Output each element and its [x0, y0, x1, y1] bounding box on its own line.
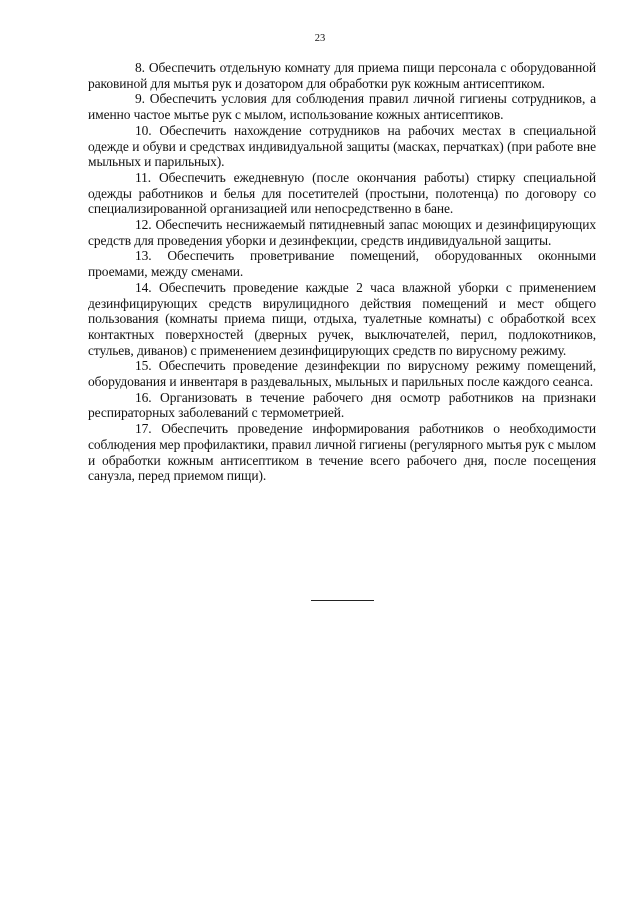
list-item-10: 10. Обеспечить нахождение сотрудников на рабочих местах в специальной одежде и обуви и средствах индивидуальной защиты (масках, перчатках) (при работе вне мыльных и парильных).: [88, 122, 596, 170]
list-item-12: 12. Обеспечить неснижаемый пятидневный запас моющих и дезинфицирующих средств для проведения уборки и дезинфекции, средств индивидуальной защиты.: [88, 217, 596, 248]
list-item-11: 11. Обеспечить ежедневную (после окончания работы) стирку специальной одежды работников и белья для посетителей (простыни, полотенца) по договору со специализированной организацией или непосредственно в бане.: [88, 169, 596, 217]
list-item-16: 16. Организовать в течение рабочего дня осмотр работников на признаки респираторных заболеваний с термометрией.: [88, 389, 596, 421]
end-divider-line: [311, 600, 374, 601]
list-item-17: 17. Обеспечить проведение информирования работников о необходимости соблюдения мер профилактики, правил личной гигиены (регулярного мытья рук с мылом и обработки кожным антисептиком в течение всего рабочего дня, после посещения санузла, перед приемом пищи).: [88, 421, 596, 484]
list-item-9: 9. Обеспечить условия для соблюдения правил личной гигиены сотрудников, а именно частое мытье рук с мылом, использование кожных антисептиков.: [88, 91, 596, 123]
page-number: 23: [314, 33, 326, 44]
list-item-13: 13. Обеспечить проветривание помещений, оборудованных оконными проемами, между сменами.: [88, 248, 596, 280]
document-body: [88, 60, 596, 484]
list-item-8: 8. Обеспечить отдельную комнату для приема пищи персонала с оборудованной раковиной для мытья рук и дозатором для обработки рук кожным антисептиком.: [88, 60, 596, 91]
list-item-14: 14. Обеспечить проведение каждые 2 часа влажной уборки с применением дезинфицирующих средств вирулицидного действия помещений и мест общего пользования (комнаты приема пищи, отдыха, туалетные комнаты) с обработкой всех контактных поверхностей (дверных ручек, выключателей, перил, подлокотников, стульев, диванов) с применением дезинфицирующих средств по вирусному режиму.: [88, 279, 596, 358]
list-item-15: 15. Обеспечить проведение дезинфекции по вирусному режиму помещений, оборудования и инвентаря в раздевальных, мыльных и парильных после каждого сеанса.: [88, 358, 596, 390]
